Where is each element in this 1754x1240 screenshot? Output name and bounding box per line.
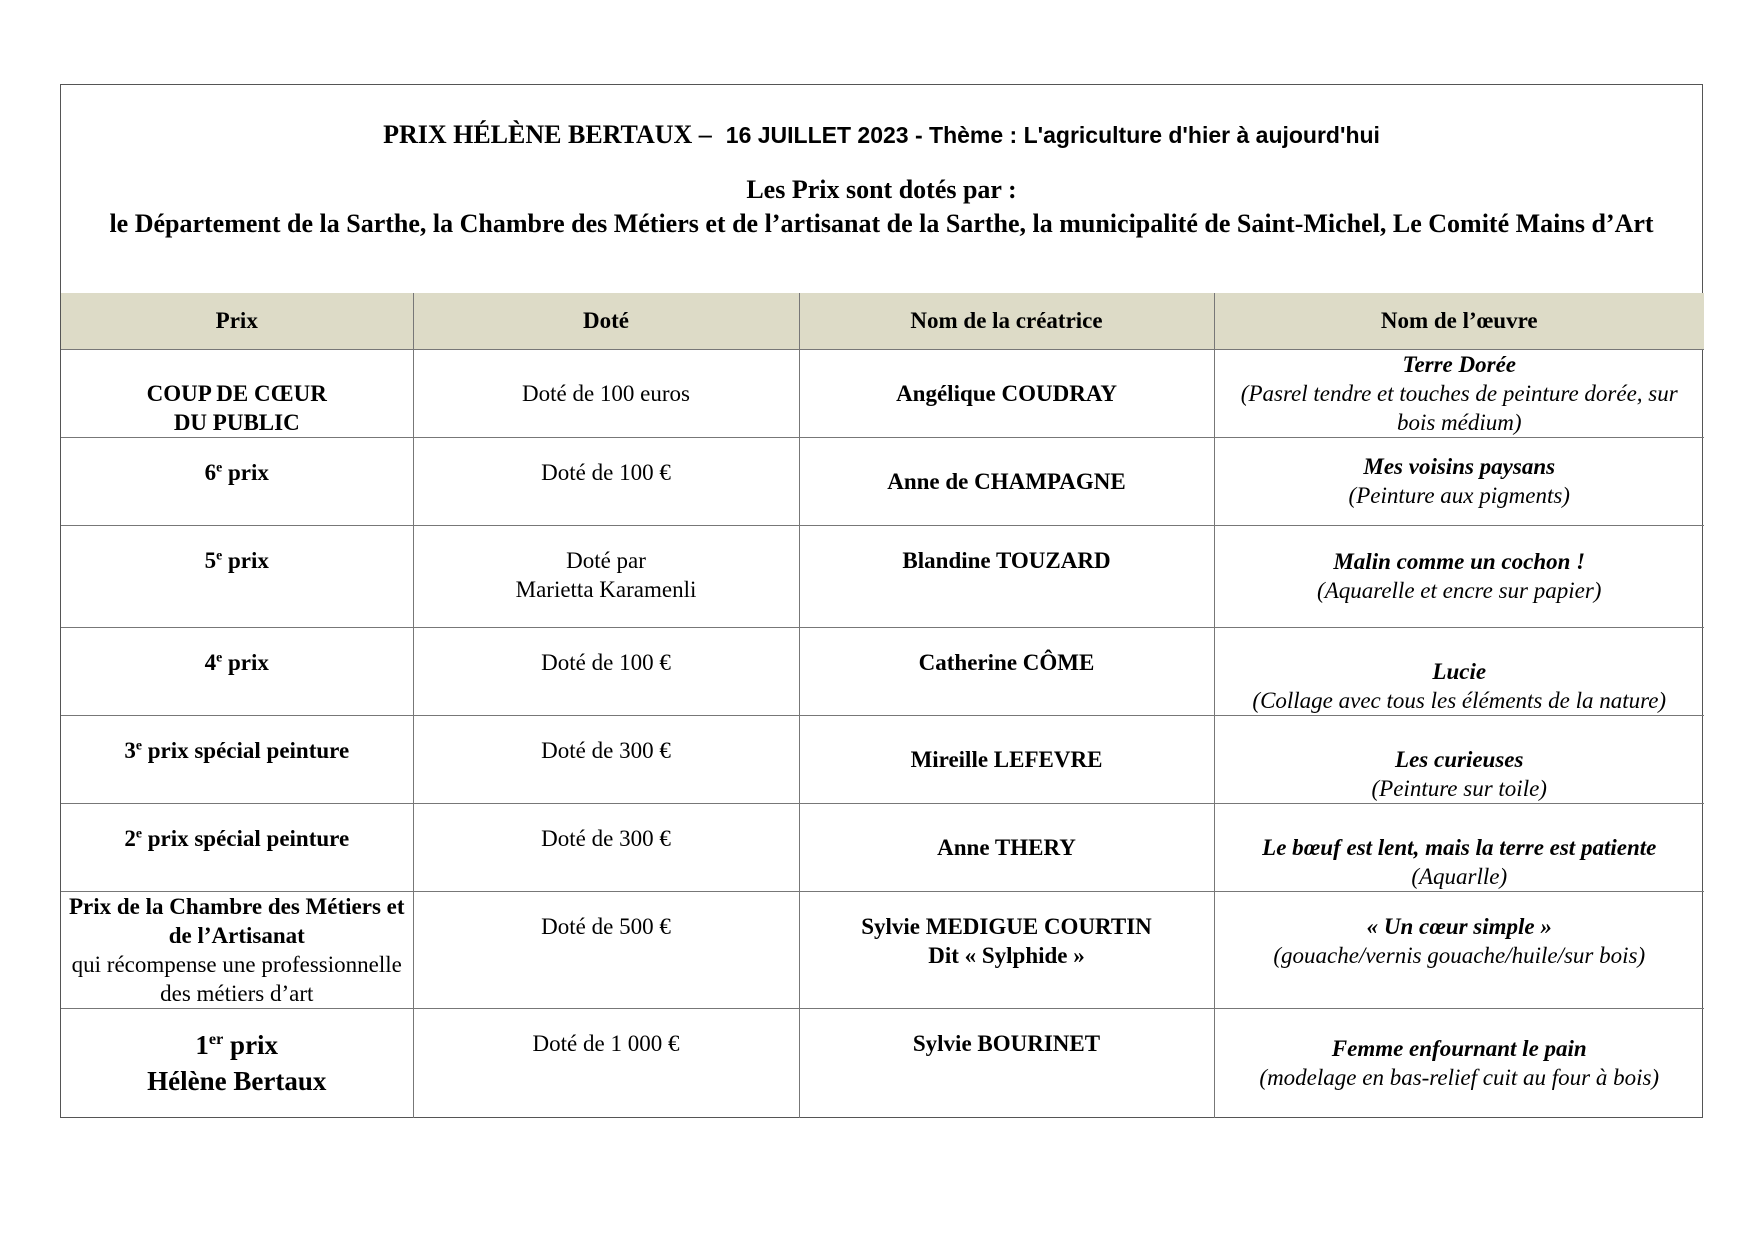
table-row (61, 891, 1704, 1008)
column-header-creatrice: Nom de la créatrice (799, 293, 1214, 349)
awards-document-frame (60, 84, 1703, 1118)
prize-label: prix spécial peinture (141, 825, 350, 851)
dotation-cell: Doté de 300 € (413, 803, 799, 891)
work-title: Lucie (1432, 658, 1487, 684)
prize-line: COUP DE CŒUR (146, 380, 327, 406)
creator-cell: Anne THERY (799, 803, 1214, 891)
creator-line: Dit « Sylphide » (928, 942, 1085, 968)
work-technique: (Collage avec tous les éléments de la nature) (1252, 687, 1667, 713)
prize-number: 4 (204, 649, 217, 675)
prize-label: prix (222, 649, 269, 675)
prize-cell (61, 1008, 413, 1118)
creator-cell: Angélique COUDRAY (799, 349, 1214, 437)
prize-ordinal: e (135, 824, 142, 840)
work-technique: (Peinture sur toile) (1371, 775, 1547, 801)
work-title: Le bœuf est lent, mais la terre est patiente (1262, 834, 1657, 860)
work-cell (1214, 437, 1704, 525)
prize-label: prix (223, 1030, 279, 1061)
prize-ordinal: e (216, 648, 223, 664)
work-technique: (gouache/vernis gouache/huile/sur bois) (1273, 942, 1646, 968)
work-cell (1214, 627, 1704, 715)
document-header (61, 85, 1702, 293)
prize-cell (61, 525, 413, 627)
dotation-cell: Doté de 1 000 € (413, 1008, 799, 1118)
table-row (61, 715, 1704, 803)
creator-cell: Anne de CHAMPAGNE (799, 437, 1214, 525)
work-cell (1214, 891, 1704, 1008)
table-row (61, 1008, 1704, 1118)
creator-cell: Catherine CÔME (799, 627, 1214, 715)
creator-cell: Sylvie BOURINET (799, 1008, 1214, 1118)
work-technique: (Aquarlle) (1411, 863, 1508, 889)
dotation-cell: Doté de 100 € (413, 437, 799, 525)
prize-cell (61, 891, 413, 1008)
prize-cell (61, 437, 413, 525)
work-technique: (Aquarelle et encre sur papier) (1317, 578, 1602, 603)
work-title: Mes voisins paysans (1363, 454, 1556, 479)
dotation-cell: Doté de 500 € (413, 891, 799, 1008)
work-cell (1214, 803, 1704, 891)
prize-label: Prix de la Chambre des Métiers et de l’Artisanat (68, 893, 405, 948)
work-cell (1214, 349, 1704, 437)
table-row (61, 803, 1704, 891)
creator-cell: Blandine TOUZARD (799, 525, 1214, 627)
work-technique: (modelage en bas-relief cuit au four à bois) (1259, 1065, 1660, 1091)
title-main: PRIX HÉLÈNE BERTAUX – (383, 120, 712, 149)
work-cell (1214, 715, 1704, 803)
work-title: Malin comme un cochon ! (1333, 549, 1586, 574)
prize-number: 5 (204, 547, 217, 573)
prize-label: prix spécial peinture (141, 737, 350, 763)
prize-number: 6 (204, 459, 217, 485)
document-title (61, 120, 1702, 150)
prize-label: prix (222, 547, 269, 573)
prize-ordinal: e (216, 546, 223, 562)
creator-cell (799, 891, 1214, 1008)
work-title: Femme enfournant le pain (1331, 1036, 1587, 1062)
work-title: « Un cœur simple » (1366, 913, 1552, 939)
column-header-oeuvre: Nom de l’œuvre (1214, 293, 1704, 349)
creator-line: Sylvie MEDIGUE COURTIN (861, 913, 1152, 939)
column-header-prix: Prix (61, 293, 413, 349)
prize-ordinal: e (216, 458, 223, 474)
work-cell (1214, 525, 1704, 627)
prize-description: qui récompense une professionnelle des métiers d’art (71, 951, 402, 1006)
prize-cell (61, 627, 413, 715)
prize-line: DU PUBLIC (173, 409, 300, 435)
prize-cell (61, 349, 413, 437)
table-row (61, 349, 1704, 437)
dotation-cell: Doté de 100 euros (413, 349, 799, 437)
dotation-cell: Doté de 100 € (413, 627, 799, 715)
prize-cell (61, 803, 413, 891)
title-date-theme: 16 JUILLET 2023 - Thème : L'agriculture d'hier à aujourd'hui (725, 122, 1380, 148)
sponsors-intro: Les Prix sont dotés par : (746, 175, 1017, 204)
dotation-cell (413, 525, 799, 627)
prize-label: prix (222, 459, 269, 485)
prize-number: 3 (124, 737, 136, 763)
creator-cell: Mireille LEFEVRE (799, 715, 1214, 803)
table-row (61, 627, 1704, 715)
column-header-dote: Doté (413, 293, 799, 349)
work-title: Terre Dorée (1402, 351, 1516, 377)
prize-cell (61, 715, 413, 803)
prize-ordinal: er (208, 1030, 224, 1049)
prize-ordinal: e (135, 736, 142, 752)
table-row (61, 437, 1704, 525)
prize-number: 1 (195, 1030, 209, 1061)
dotation-cell: Doté de 300 € (413, 715, 799, 803)
work-technique: (Peinture aux pigments) (1348, 483, 1570, 508)
sponsors-list: le Département de la Sarthe, la Chambre des Métiers et de l’artisanat de la Sarthe, la municipalité de Saint-Michel, Le Comité Mains d’Art (109, 209, 1654, 238)
work-title: Les curieuses (1395, 746, 1524, 772)
dotation-line: Marietta Karamenli (515, 576, 697, 602)
work-technique: (Pasrel tendre et touches de peinture dorée, sur bois médium) (1240, 380, 1678, 435)
table-header-row (61, 293, 1704, 349)
prize-number: 2 (124, 825, 136, 851)
sponsors-block (81, 173, 1682, 241)
prize-line (67, 1027, 407, 1063)
prize-line: Hélène Bertaux (147, 1066, 327, 1097)
prizes-table (61, 293, 1704, 1118)
dotation-line: Doté par (566, 547, 646, 573)
table-row (61, 525, 1704, 627)
work-cell (1214, 1008, 1704, 1118)
